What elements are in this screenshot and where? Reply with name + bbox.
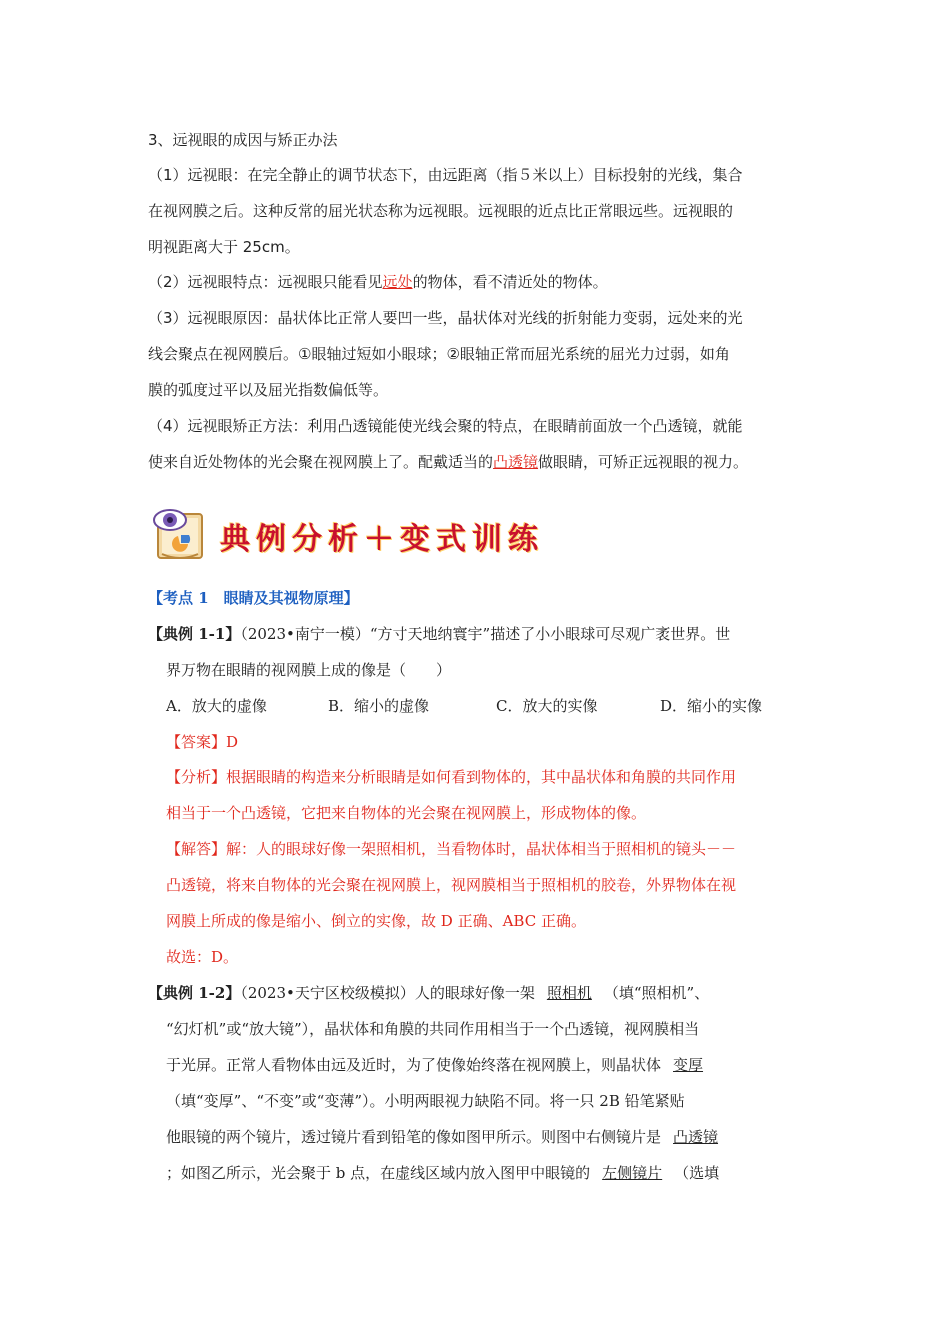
analysis-text: 根据眼睛的构造来分析眼睛是如何看到物体的，其中晶状体和角膜的共同作用 xyxy=(226,768,737,786)
para2-text-end: 的物体，看不清近处的物体。 xyxy=(412,273,608,291)
para4-line2 xyxy=(148,453,808,471)
answer-tag: 【答案】 xyxy=(166,733,227,751)
ex12-text-end: （填“照相机”、 xyxy=(603,984,710,1002)
ex12-tag: 【典例 1-2】 xyxy=(148,984,241,1002)
option-b: B．缩小的虚像 xyxy=(328,697,430,715)
ex11-stem-line1 xyxy=(148,625,808,643)
option-a: A．放大的虚像 xyxy=(166,697,267,715)
ex12-answer-1: 照相机 xyxy=(546,984,592,1002)
section-heading: 3、远视眼的成因与矫正办法 xyxy=(148,131,338,149)
para2-text: （2）远视眼特点：远视眼只能看见 xyxy=(148,273,383,291)
ex12-line3 xyxy=(166,1056,826,1074)
ex11-stem-text: （2023•南宁一模）“方寸天地纳寰宇”描述了小小眼球可尽观广袤世界。世 xyxy=(240,625,731,643)
ex12-text: （2023•天宁区校级模拟）人的眼球好像一架 xyxy=(240,984,535,1002)
ex12-answer-3: 凸透镜 xyxy=(673,1128,719,1146)
ex11-answer xyxy=(166,733,826,751)
option-d: D．缩小的实像 xyxy=(660,697,763,715)
banner-title: 典例分析＋变式训练 xyxy=(220,522,544,557)
ex11-solution-line2: 凸透镜，将来自物体的光会聚在视网膜上，视网膜相当于照相机的胶卷，外界物体在视 xyxy=(166,876,737,894)
para3-line1: （3）远视眼原因：晶状体比正常人要凹一些，晶状体对光线的折射能力变弱，远处来的光 xyxy=(148,309,743,327)
para2-highlight: 远处 xyxy=(382,273,413,291)
para1-line3: 明视距离大于 25cm。 xyxy=(148,238,300,256)
ex12-answer-4: 左侧镜片 xyxy=(602,1164,663,1182)
ex12-text: 他眼镜的两个镜片，透过镜片看到铅笔的像如图甲所示。则图中右侧镜片是 xyxy=(166,1128,662,1146)
para4-text: 使来自近处物体的光会聚在视网膜上了。配戴适当的 xyxy=(148,453,494,471)
ex12-line2: “幻灯机”或“放大镜”），晶状体和角膜的共同作用相当于一个凸透镜，视网膜相当 xyxy=(166,1020,700,1038)
para3-line3: 膜的弧度过平以及屈光指数偏低等。 xyxy=(148,381,389,399)
ex12-text: ；如图乙所示，光会聚于 b 点，在虚线区域内放入图甲中眼镜的 xyxy=(166,1164,591,1182)
ex12-answer-2: 变厚 xyxy=(673,1056,704,1074)
ex12-line4: （填“变厚”、“不变”或“变薄”）。小明两眼视力缺陷不同。将一只 2B 铅笔紧贴 xyxy=(166,1092,685,1110)
para4-highlight: 凸透镜 xyxy=(493,453,539,471)
kaodian-heading: 【考点 1 眼睛及其视物原理】 xyxy=(148,589,359,607)
ex12-text-end: （选填 xyxy=(674,1164,720,1182)
option-c: C．放大的实像 xyxy=(496,697,598,715)
ex11-analysis-line1 xyxy=(166,768,826,786)
section-banner xyxy=(148,500,568,566)
ex12-line1 xyxy=(148,984,808,1002)
ex11-tag: 【典例 1-1】 xyxy=(148,625,241,643)
answer-value: D xyxy=(226,733,239,751)
analysis-tag: 【分析】 xyxy=(166,768,227,786)
para4-text-end: 做眼睛，可矫正远视眼的视力。 xyxy=(538,453,749,471)
ex11-analysis-line2: 相当于一个凸透镜，它把来自物体的光会聚在视网膜上，形成物体的像。 xyxy=(166,804,647,822)
ex11-choice: 故选：D。 xyxy=(166,948,239,966)
para1-line2: 在视网膜之后。这种反常的屈光状态称为远视眼。远视眼的近点比正常眼远些。远视眼的 xyxy=(148,202,734,220)
ex11-solution-line1 xyxy=(166,840,826,858)
para4-line1: （4）远视眼矫正方法：利用凸透镜能使光线会聚的特点，在眼睛前面放一个凸透镜，就能 xyxy=(148,417,743,435)
ex11-solution-line3: 网膜上所成的像是缩小、倒立的实像，故 D 正确、ABC 正确。 xyxy=(166,912,586,930)
para1-line1: （1）远视眼：在完全静止的调节状态下，由远距离（指５米以上）目标投射的光线，集合 xyxy=(148,166,743,184)
ex12-line6 xyxy=(166,1164,826,1182)
eye-book-icon xyxy=(148,502,212,564)
ex12-line5 xyxy=(166,1128,826,1146)
solution-tag: 【解答】 xyxy=(166,840,227,858)
para2 xyxy=(148,273,808,291)
para3-line2: 线会聚点在视网膜后。①眼轴过短如小眼球；②眼轴正常而屈光系统的屈光力过弱，如角 xyxy=(148,345,730,363)
solution-text: 解：人的眼球好像一架照相机，当看物体时，晶状体相当于照相机的镜头－－ xyxy=(226,840,737,858)
ex11-stem-line2: 界万物在眼睛的视网膜上成的像是（ ） xyxy=(166,661,452,679)
ex12-text: 于光屏。正常人看物体由远及近时，为了使像始终落在视网膜上，则晶状体 xyxy=(166,1056,662,1074)
